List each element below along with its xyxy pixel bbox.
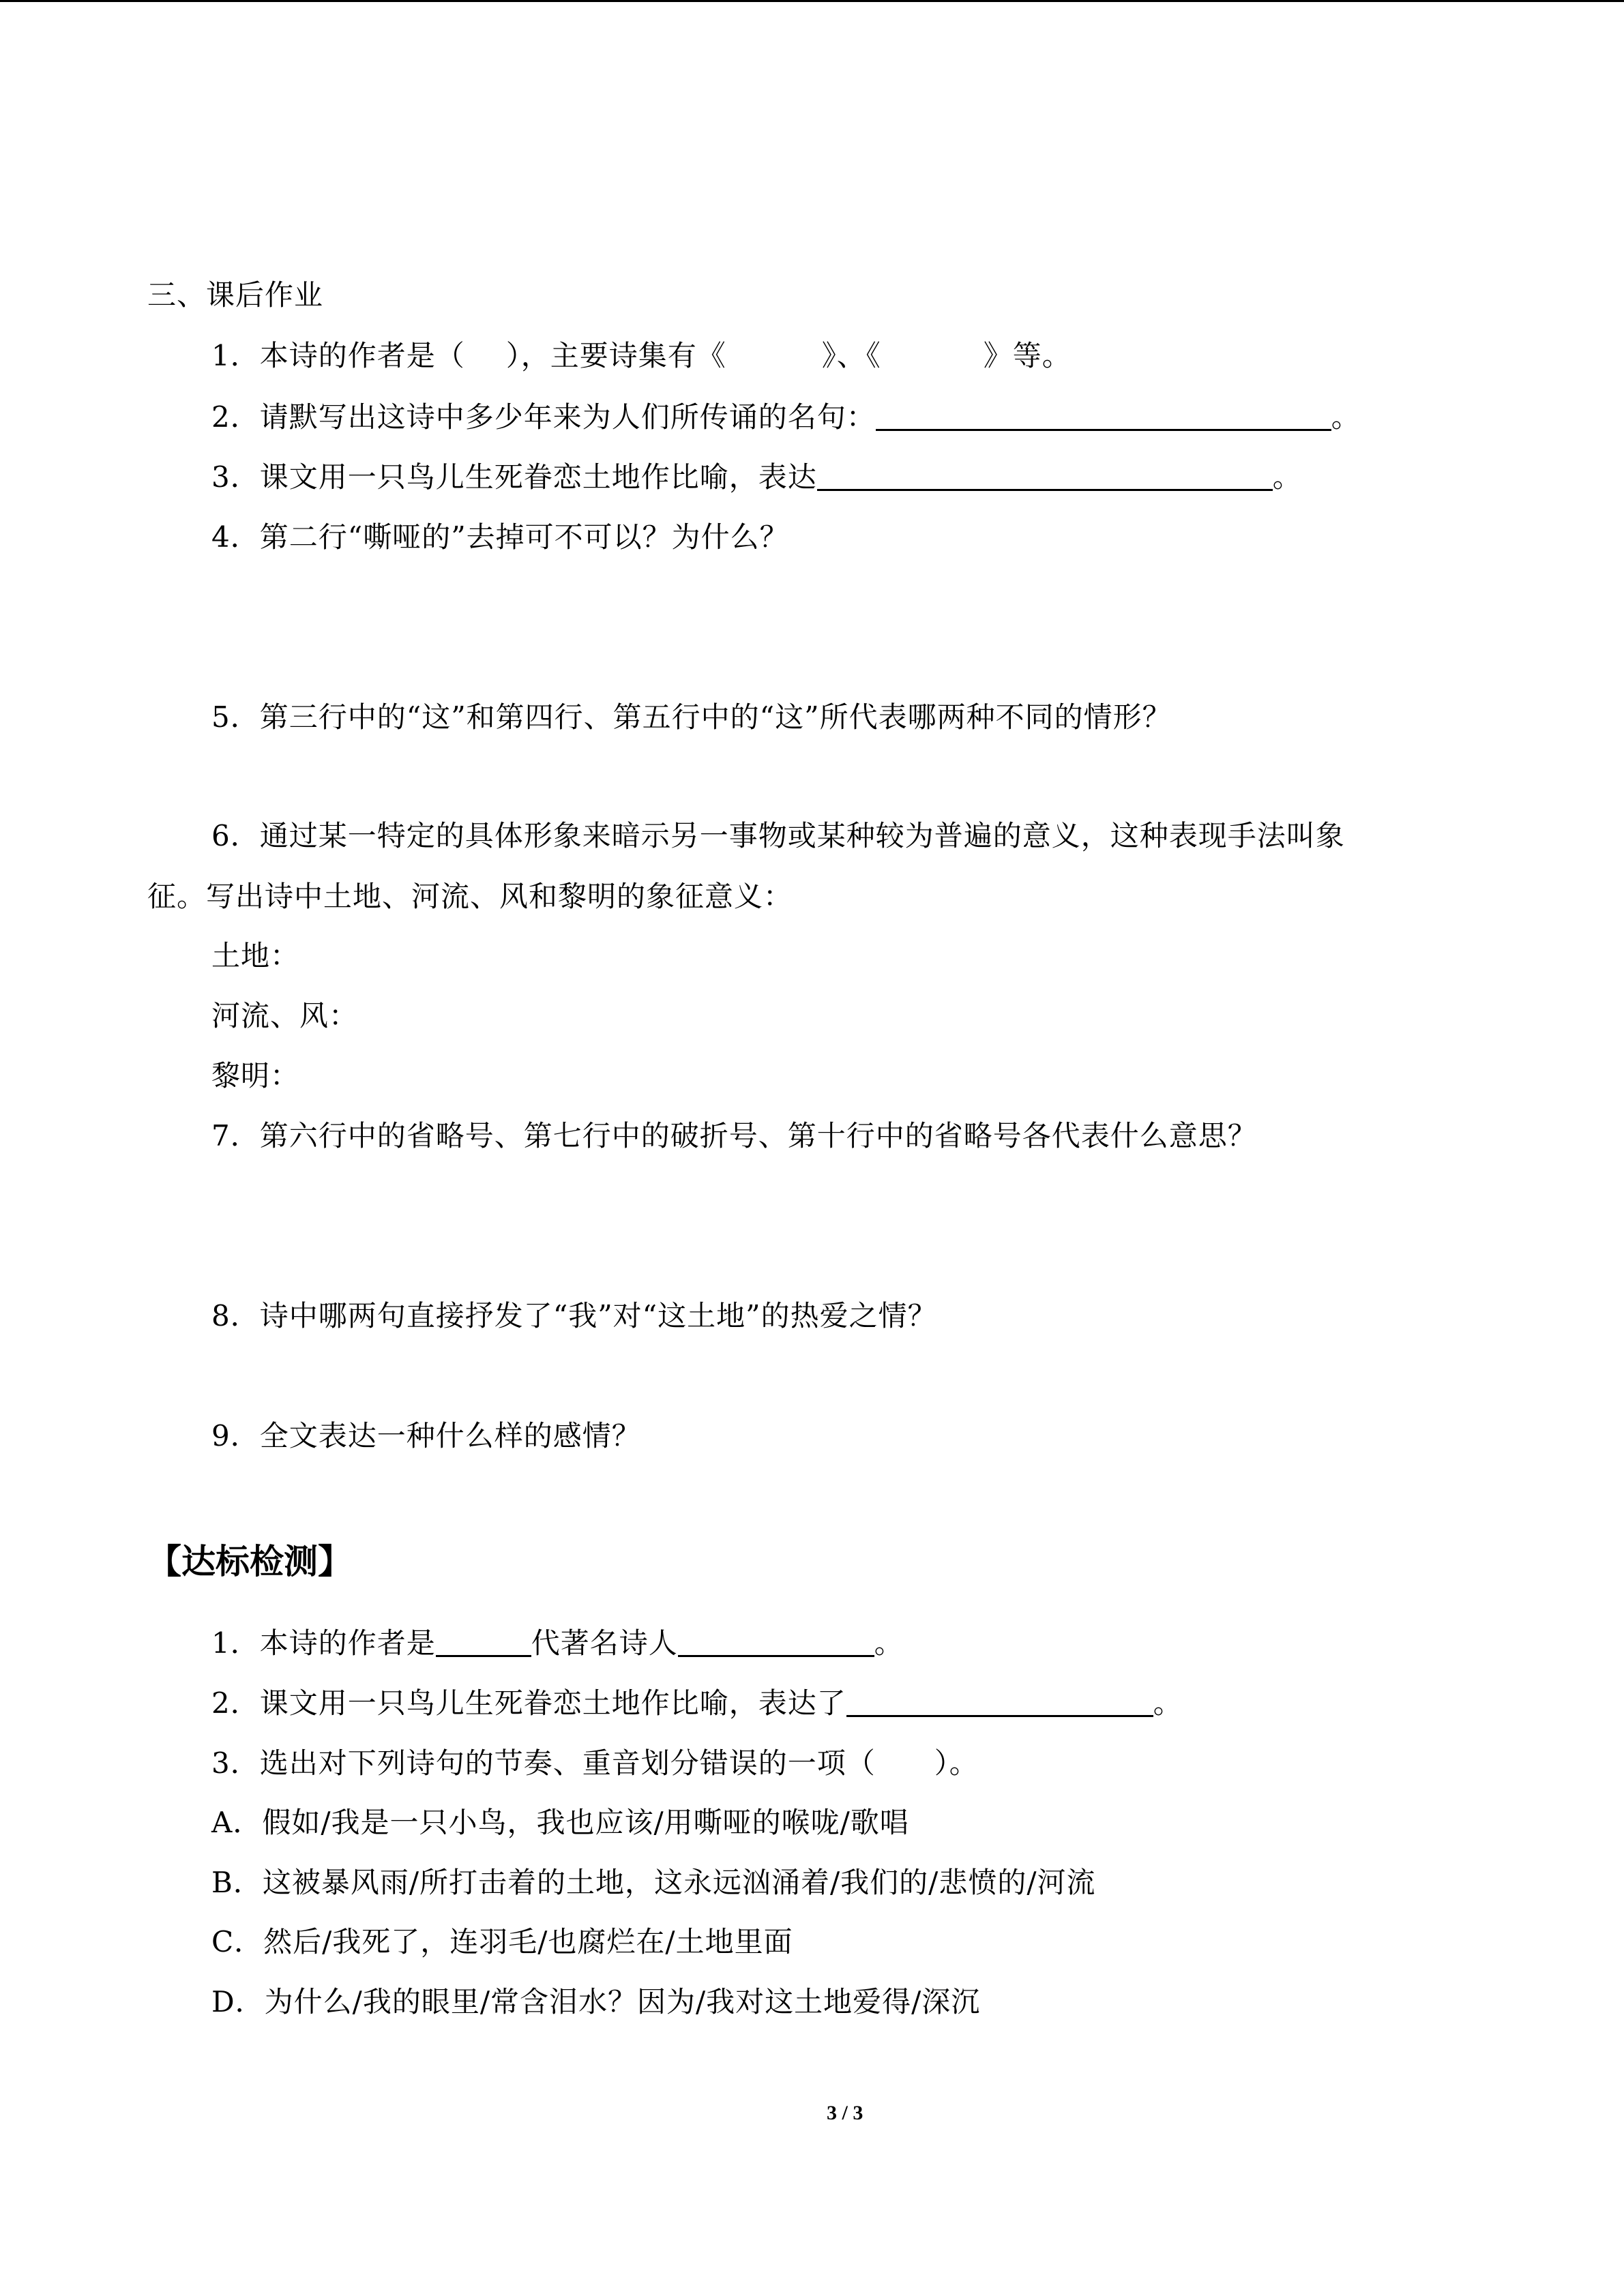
q3-end: 。 (1272, 460, 1302, 494)
option-a: A．假如/我是一只小鸟，我也应该/用嘶哑的喉咙/歌唱 (211, 1806, 909, 1839)
option-c: C．然后/我死了，连羽毛/也腐烂在/土地里面 (211, 1925, 793, 1958)
question-6-line-1: 6．通过某一特定的具体形象来暗示另一事物或某种较为普遍的意义，这种表现手法叫象 (211, 819, 1345, 852)
test-q1-end: 。 (874, 1626, 904, 1660)
question-7: 7．第六行中的省略号、第七行中的破折号、第十行中的省略号各代表什么意思？ (211, 1119, 1257, 1152)
question-1 (211, 337, 1072, 375)
test-q1-blank-poet[interactable] (678, 1628, 874, 1657)
test-q2-answer-blank[interactable] (846, 1688, 1153, 1717)
test-section-title: 【达标检测】 (147, 1542, 352, 1581)
question-2 (211, 398, 1361, 436)
test-question-2 (211, 1684, 1183, 1723)
test-q2-text: 2．课文用一只鸟儿生死眷恋土地作比喻，表达了 (211, 1686, 846, 1720)
page-number: 3 / 3 (827, 2102, 863, 2124)
test-q1-blank-era[interactable] (436, 1628, 531, 1657)
section-title: 三、课后作业 (147, 278, 324, 312)
question-6-line-2: 征。写出诗中土地、河流、风和黎明的象征意义： (147, 880, 793, 913)
test-q2-end: 。 (1153, 1686, 1183, 1720)
q3-answer-blank[interactable] (817, 462, 1273, 491)
q2-text: 2．请默写出这诗中多少年来为人们所传诵的名句： (211, 400, 876, 434)
option-b: B．这被暴风雨/所打击着的土地，这永远汹涌着/我们的/悲愤的/河流 (211, 1866, 1096, 1899)
q6-river-label: 河流、风： (211, 999, 359, 1032)
option-d: D．为什么/我的眼里/常含泪水？因为/我对这土地爱得/深沉 (211, 1985, 981, 2018)
question-4: 4．第二行“嘶哑的”去掉可不可以？为什么？ (211, 520, 789, 554)
q6-dawn-label: 黎明： (211, 1059, 300, 1092)
q1-part-b: ），主要诗集有《 (505, 339, 726, 372)
question-5: 5．第三行中的“这”和第四行、第五行中的“这”所代表哪两种不同的情形？ (211, 700, 1172, 734)
test-question-3: 3．选出对下列诗句的节奏、重音划分错误的一项（ ）。 (211, 1746, 979, 1780)
test-q1-part-b: 代著名诗人 (531, 1626, 678, 1660)
question-9: 9．全文表达一种什么样的感情？ (211, 1419, 641, 1452)
q2-answer-blank[interactable] (876, 402, 1331, 431)
test-question-1 (211, 1624, 904, 1663)
q3-text: 3．课文用一只鸟儿生死眷恋土地作比喻，表达 (211, 460, 817, 494)
question-8: 8．诗中哪两句直接抒发了“我”对“这土地”的热爱之情？ (211, 1299, 937, 1332)
q1-part-c: 》、《 (821, 339, 881, 372)
q1-part-a: 1．本诗的作者是（ (211, 339, 465, 372)
q1-part-d: 》等。 (983, 339, 1072, 372)
test-q1-part-a: 1．本诗的作者是 (211, 1626, 436, 1660)
q2-end: 。 (1331, 400, 1361, 434)
q6-land-label: 土地： (211, 939, 300, 972)
question-3 (211, 458, 1302, 496)
page-top-border (0, 0, 1624, 2)
